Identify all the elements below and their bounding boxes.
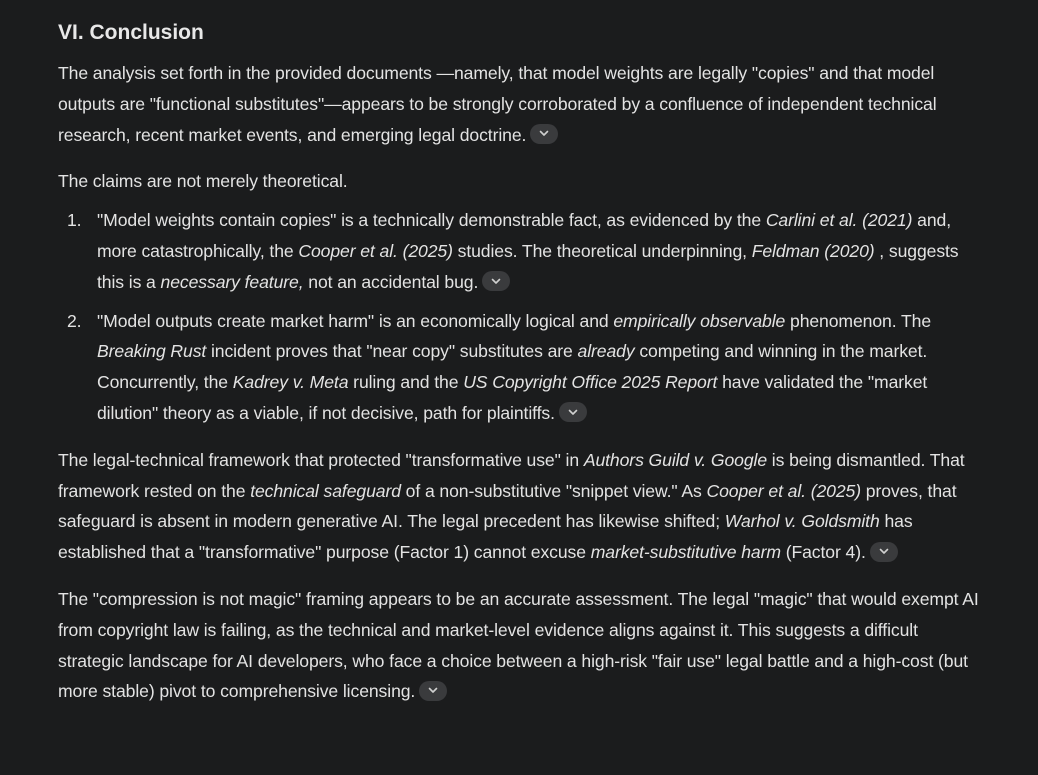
chevron-down-icon [428,687,438,694]
citation: Carlini et al. (2021) [765,210,913,231]
list-text: not an accidental bug. [303,271,479,292]
paragraph-intro [58,58,988,150]
list-text: , suggests this is a [97,240,959,292]
emphasis: market-substitutive harm [590,542,781,563]
source-expand-button[interactable] [559,402,587,422]
chevron-down-icon [539,130,549,137]
list-number: 1. [67,210,82,231]
list-text: "Model outputs create market harm" is an economically logical and [97,310,614,331]
chevron-down-icon [491,278,501,285]
paragraph-claims: The claims are not merely theoretical. [58,171,348,192]
paragraph-text: (Factor 4). [780,542,866,563]
list-text: and, more catastrophically, the [97,210,952,261]
citation: Feldman (2020) [751,240,875,261]
list-item [58,205,988,297]
paragraph-text: proves, that safeguard is absent in modern generative AI. The legal precedent has likewise shifted; [58,480,957,532]
paragraph-compression [58,584,988,707]
list-text: studies. The theoretical underpinning, [452,240,752,261]
citation: Warhol v. Goldsmith [724,511,880,532]
paragraph-text: The "compression is not magic" framing appears to be an accurate assessment. The legal "magic" that would exempt AI from copyright law is failing, as the technical and market-level evidence aligns against it. This suggests a difficult strategic landscape for AI developers, who face a choice between a high-risk "fair use" legal battle and a high-cost (but more stable) pivot to comprehensive licensing. [58,588,979,702]
citation: US Copyright Office 2025 Report [463,372,718,393]
list-text: have validated the "market dilution" theory as a viable, if not decisive, path for plaintiffs. [97,372,928,423]
emphasis: necessary feature, [160,271,304,292]
paragraph-text: of a non-substitutive "snippet view." As [400,480,707,501]
source-expand-button[interactable] [482,271,510,291]
citation: Breaking Rust [97,341,207,362]
citation: Cooper et al. (2025) [298,240,453,261]
list-item [58,306,988,429]
paragraph-text: is being dismantled. That framework rested on the [58,449,965,501]
claims-list [58,205,988,429]
section-heading: VI. Conclusion [58,21,204,44]
emphasis: empirically observable [613,310,786,331]
list-text: competing and winning in the market. Concurrently, the [97,341,928,393]
citation: Authors Guild v. Google [583,449,768,470]
emphasis: already [577,341,635,362]
chevron-down-icon [879,548,889,555]
paragraph-text: The legal-technical framework that protected "transformative use" in [58,449,584,470]
list-text: ruling and the [348,372,464,393]
source-expand-button[interactable] [870,542,898,562]
paragraph-framework [58,445,988,568]
citation: Kadrey v. Meta [232,372,349,393]
list-text: incident proves that "near copy" substitutes are [206,341,578,362]
source-expand-button[interactable] [530,124,558,144]
response-content [58,16,988,723]
emphasis: technical safeguard [250,480,401,501]
chevron-down-icon [568,409,578,416]
citation: Cooper et al. (2025) [706,480,861,501]
paragraph-text: The analysis set forth in the provided documents —namely, that model weights are legally "copies" and that model outputs are "functional substitutes"—appears to be strongly corroborated by a confluence of independent technical research, recent market events, and emerging legal doctrine. [58,63,937,145]
list-text: "Model weights contain copies" is a technically demonstrable fact, as evidenced by the [97,210,766,231]
paragraph-text: has established that a "transformative" purpose (Factor 1) cannot excuse [58,511,913,563]
source-expand-button[interactable] [419,681,447,701]
list-number: 2. [67,310,82,331]
list-text: phenomenon. The [785,310,932,331]
